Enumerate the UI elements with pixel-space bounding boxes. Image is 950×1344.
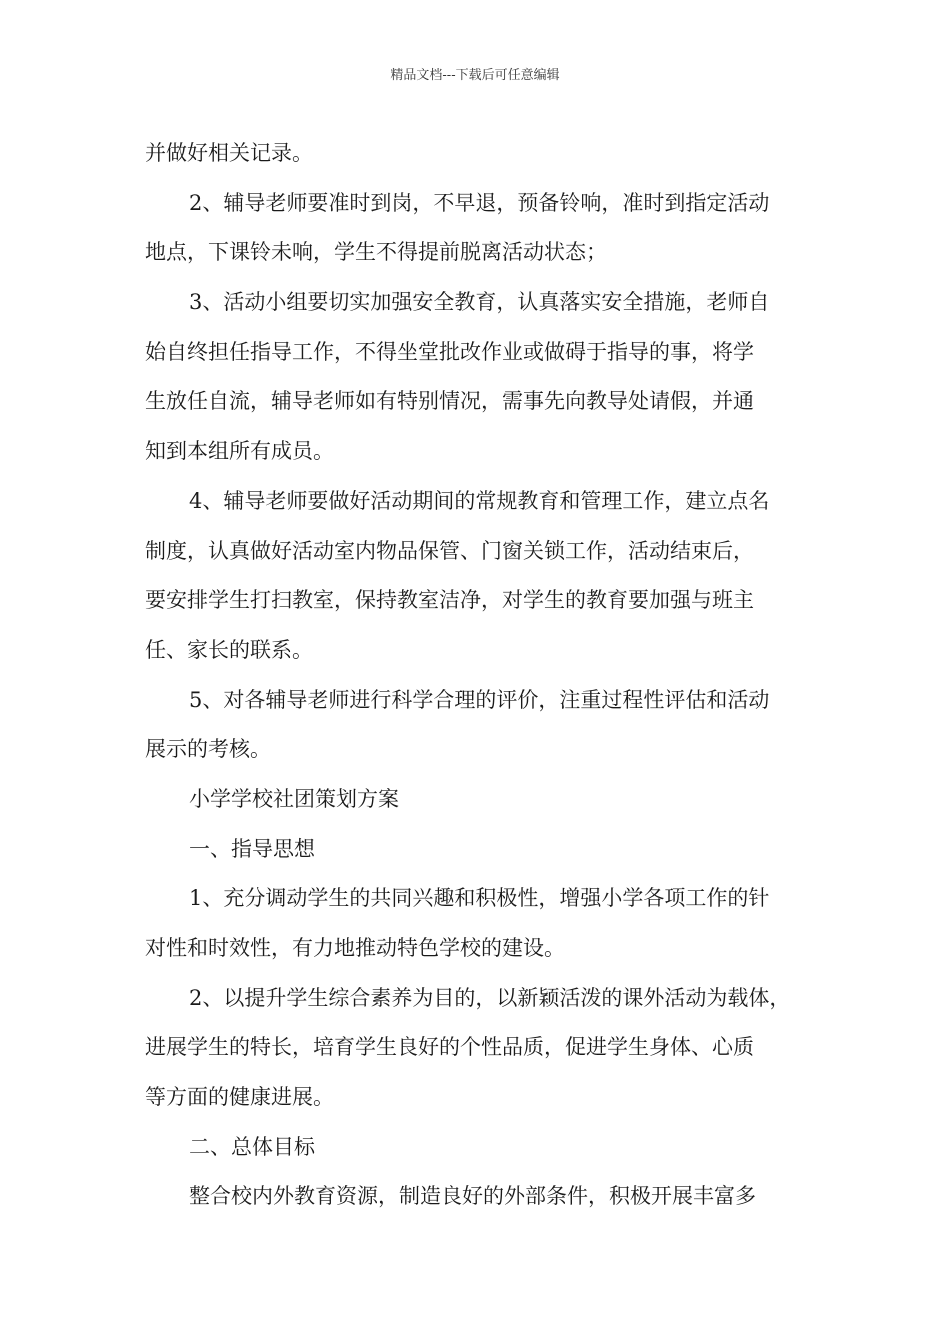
text-line: 2、以提升学生综合素养为目的，以新颖活泼的课外活动为载体， [189, 985, 791, 1010]
section-heading: 一、指导思想 [189, 836, 315, 861]
text-line: 知到本组所有成员。 [145, 439, 334, 464]
section-title: 小学学校社团策划方案 [189, 786, 399, 811]
text-line: 展示的考核。 [145, 737, 271, 762]
text-line: 始自终担任指导工作，不得坐堂批改作业或做碍于指导的事，将学 [145, 339, 754, 364]
text-line: 生放任自流，辅导老师如有特别情况，需事先向教导处请假，并通 [145, 389, 754, 414]
section-heading: 二、总体目标 [189, 1134, 315, 1159]
text-line: 5、对各辅导老师进行科学合理的评价，注重过程性评估和活动 [189, 687, 770, 712]
document-body [145, 132, 810, 1225]
text-line: 整合校内外教育资源，制造良好的外部条件，积极开展丰富多 [189, 1184, 756, 1209]
text-line: 4、辅导老师要做好活动期间的常规教育和管理工作，建立点名 [189, 488, 770, 513]
text-line: 进展学生的特长，培育学生良好的个性品质，促进学生身体、心质 [145, 1035, 754, 1060]
text-line: 对性和时效性，有力地推动特色学校的建设。 [145, 936, 565, 960]
text-line: 并做好相关记录。 [145, 141, 313, 165]
text-line: 1、充分调动学生的共同兴趣和积极性，增强小学各项工作的针 [189, 886, 770, 911]
text-line: 等方面的健康进展。 [145, 1085, 334, 1110]
page-header: 精品文档---下载后可任意编辑 [390, 68, 560, 83]
text-line: 地点，下课铃未响，学生不得提前脱离活动状态； [145, 240, 607, 265]
text-line: 2、辅导老师要准时到岗，不早退，预备铃响，准时到指定活动 [189, 190, 770, 215]
text-line: 要安排学生打扫教室，保持教室洁净，对学生的教育要加强与班主 [145, 588, 754, 613]
text-line: 任、家长的联系。 [145, 637, 313, 662]
text-line: 3、活动小组要切实加强安全教育，认真落实安全措施，老师自 [189, 290, 770, 315]
text-line: 制度，认真做好活动室内物品保管、门窗关锁工作，活动结束后， [145, 538, 754, 563]
